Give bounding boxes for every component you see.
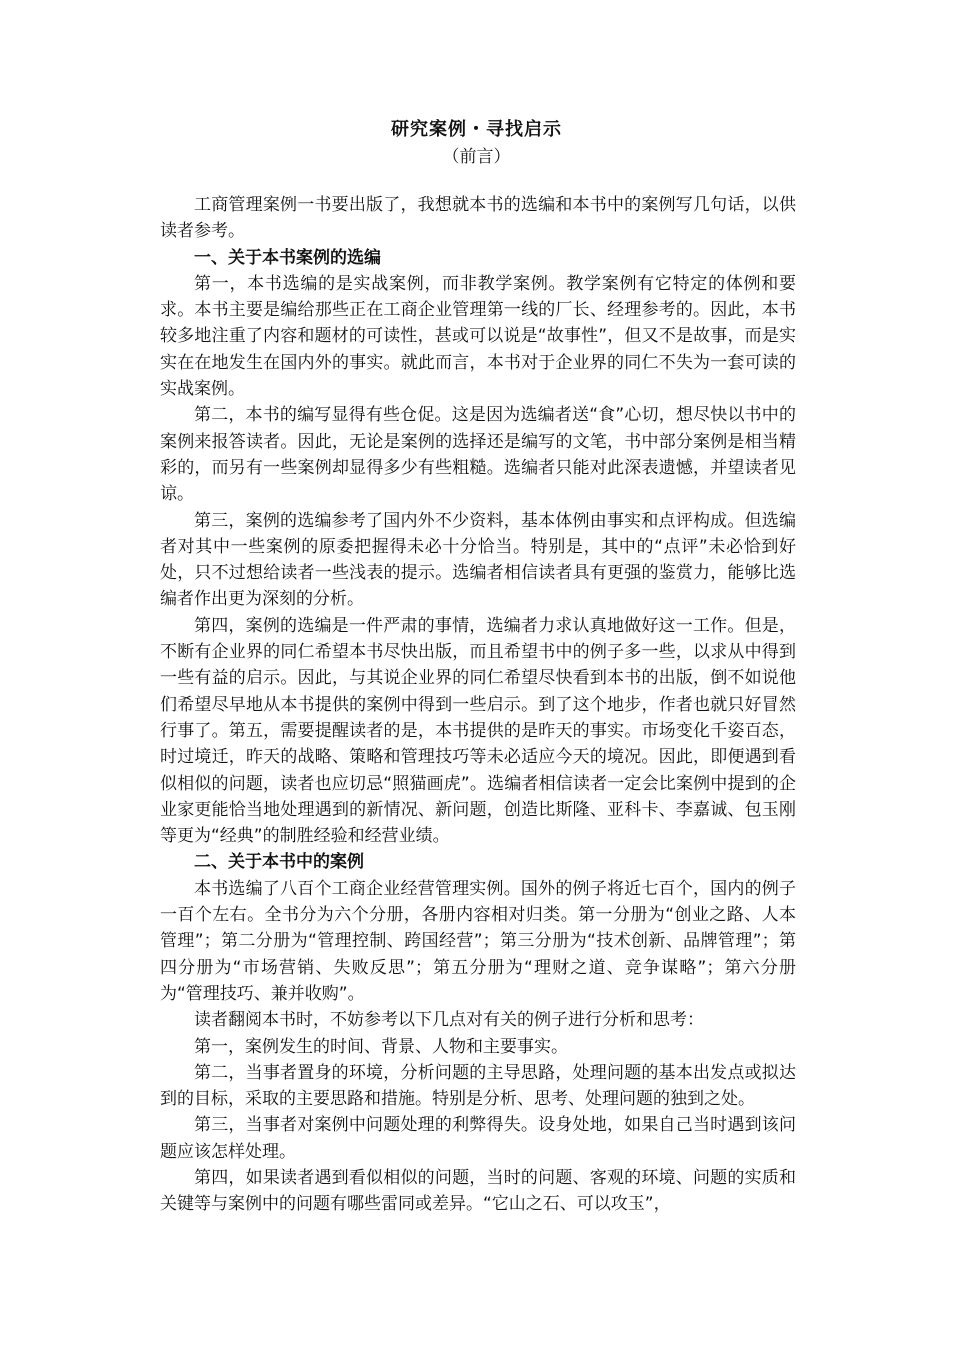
paragraph-reading-guide: 读者翻阅本书时，不妨参考以下几点对有关的例子进行分析和思考：	[194, 1010, 704, 1031]
document-body	[160, 192, 796, 1218]
paragraph-selection-second: 第二，本书的编写显得有些仓促。这是因为选编者送“食”心切，想尽快以书中的案例来报答读者。因此，无论是案例的选择还是编写的文笔，书中部分案例是相当精彩的，而另有一些案例却显得多少有些粗糙。选编者只能对此深表遗憾，并望读者见谅。	[160, 405, 796, 505]
paragraph-guide-second: 第二，当事者置身的环境，分析问题的主导思路，处理问题的基本出发点或拟达到的目标，采取的主要思路和措施。特别是分析、思考、处理问题的独到之处。	[160, 1062, 796, 1110]
paragraph-selection-first: 第一，本书选编的是实战案例，而非教学案例。教学案例有它特定的体例和要求。本书主要是编给那些正在工商企业管理第一线的厂长、经理参考的。因此，本书较多地注重了内容和题材的可读性，甚或可以说是“故事性”，但又不是故事，而是实实在在地发生在国内外的事实。就此而言，本书对于企业界的同仁不失为一套可读的实战案例。	[160, 273, 796, 400]
section-heading-cases: 二、关于本书中的案例	[194, 852, 364, 873]
paragraph-intro: 工商管理案例一书要出版了，我想就本书的选编和本书中的案例写几句话，以供读者参考。	[160, 195, 796, 242]
paragraph-guide-fourth: 第四，如果读者遇到看似相似的问题，当时的问题、客观的环境、问题的实质和关键等与案例中的问题有哪些雷同或差异。“它山之石、可以攻玉”，	[160, 1167, 796, 1215]
paragraph-guide-third: 第三，当事者对案例中问题处理的利弊得失。设身处地，如果自己当时遇到该问题应该怎样处理。	[160, 1115, 796, 1162]
document-subtitle: （前言）	[442, 147, 511, 167]
document-title: 研究案例・寻找启示	[391, 119, 562, 140]
paragraph-selection-third: 第三，案例的选编参考了国内外不少资料，基本体例由事实和点评构成。但选编者对其中一些案例的原委把握得未必十分恰当。特别是，其中的“点评”未必恰到好处，只不过想给读者一些浅表的提示。选编者相信读者具有更强的鉴赏力，能够比选编者作出更为深刻的分析。	[160, 510, 796, 610]
paragraph-guide-first: 第一，案例发生的时间、背景、人物和主要事实。	[194, 1036, 568, 1057]
paragraph-selection-fourth: 第四，案例的选编是一件严肃的事情，选编者力求认真地做好这一工作。但是，不断有企业界的同仁希望本书尽快出版，而且希望书中的例子多一些，以求从中得到一些有益的启示。因此，与其说企业界的同仁希望尽快看到本书的出版，倒不如说他们希望尽早地从本书提供的案例中得到一些启示。到了这个地步，作者也就只好冒然行事了。第五，需要提醒读者的是，本书提供的是昨天的事实。市场变化千姿百态，时过境迁，昨天的战略、策略和管理技巧等未必适应今天的境况。因此，即便遇到看似相似的问题，读者也应切忌“照猫画虎”。选编者相信读者一定会比案例中提到的企业家更能恰当地处理遇到的新情况、新问题，创造比斯隆、亚科卡、李嘉诚、包玉刚等更为“经典”的制胜经验和经营业绩。	[160, 615, 796, 847]
paragraph-cases-overview: 本书选编了八百个工商企业经营管理实例。国外的例子将近七百个，国内的例子一百个左右。全书分为六个分册，各册内容相对归类。第一分册为“创业之路、人本管理”；第二分册为“管理控制、跨国经营”；第三分册为“技术创新、品牌管理”；第四分册为“市场营销、失败反思”；第五分册为“理财之道、竞争谋略”；第六分册为“管理技巧、兼并收购”。	[160, 878, 796, 1004]
section-heading-selection: 一、关于本书案例的选编	[194, 247, 381, 268]
